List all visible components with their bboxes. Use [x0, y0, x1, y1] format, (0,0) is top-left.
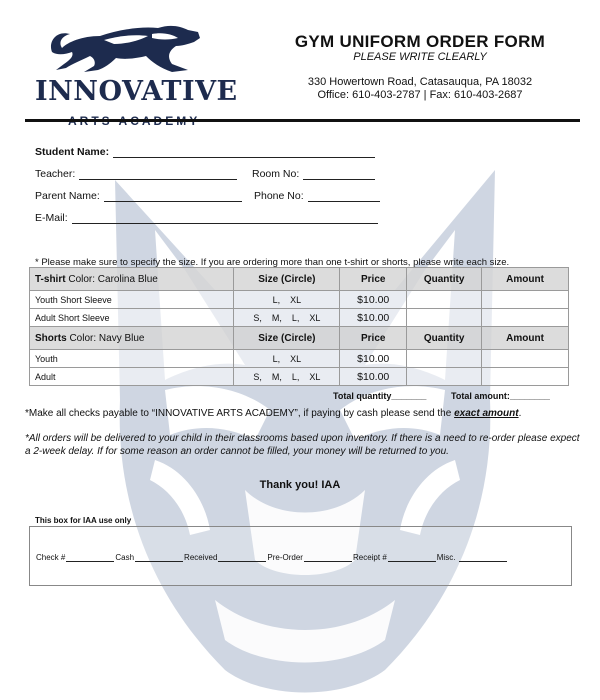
- form-title: GYM UNIFORM ORDER FORM: [294, 32, 546, 51]
- quantity-input-cell[interactable]: [407, 291, 482, 309]
- col-amount-header: Amount: [482, 268, 569, 291]
- tshirt-item-label: T-shirt: [35, 273, 66, 285]
- school-address-block: [255, 76, 585, 102]
- room-no-input[interactable]: [303, 168, 375, 180]
- exact-amount-emphasis: exact amount: [454, 408, 519, 419]
- size-options-cell[interactable]: [234, 309, 340, 327]
- size-option[interactable]: L,: [272, 353, 281, 364]
- size-option[interactable]: M,: [271, 371, 282, 382]
- payment-note: [25, 408, 585, 419]
- amount-input-cell[interactable]: [482, 309, 569, 327]
- tshirt-header-cell: [30, 268, 234, 291]
- item-name-cell: Adult Short Sleeve: [30, 309, 234, 327]
- order-table: [29, 267, 569, 386]
- parent-name-input[interactable]: [104, 190, 242, 202]
- col-quantity-header: Quantity: [407, 327, 482, 350]
- logo-name: INNOVATIVE: [35, 76, 238, 107]
- size-option[interactable]: M,: [271, 312, 282, 323]
- table-row: [30, 368, 569, 386]
- email-field[interactable]: [35, 212, 378, 224]
- shorts-header-cell: [30, 327, 234, 350]
- pre-order-input[interactable]: [304, 553, 352, 562]
- cash-input[interactable]: [135, 553, 183, 562]
- misc-label: Misc.: [436, 553, 456, 562]
- receipt-number-input[interactable]: [388, 553, 436, 562]
- email-input[interactable]: [72, 212, 378, 224]
- amount-input-cell[interactable]: [482, 368, 569, 386]
- size-option[interactable]: S,: [253, 312, 262, 323]
- tshirt-header-row: [30, 268, 569, 291]
- table-row: [30, 309, 569, 327]
- size-option[interactable]: XL: [290, 294, 302, 305]
- size-instruction-note: * Please make sure to specify the size. If you are ordering more than one t-shirt or shorts, please write each size.: [35, 257, 510, 268]
- student-name-input[interactable]: [113, 146, 375, 158]
- shorts-color-label: Color: Navy Blue: [69, 332, 145, 344]
- price-cell: $10.00: [340, 368, 407, 386]
- size-option[interactable]: XL: [309, 312, 321, 323]
- price-cell: $10.00: [340, 309, 407, 327]
- col-price-header: Price: [340, 327, 407, 350]
- amount-input-cell[interactable]: [482, 350, 569, 368]
- phone-no-input[interactable]: [308, 190, 380, 202]
- school-address: 330 Howertown Road, Catasauqua, PA 18032: [307, 76, 533, 88]
- col-size-header: Size (Circle): [234, 268, 340, 291]
- amount-input-cell[interactable]: [482, 291, 569, 309]
- payment-note-end: .: [518, 408, 522, 419]
- check-number-input[interactable]: [66, 553, 114, 562]
- shorts-header-row: [30, 327, 569, 350]
- office-use-box: [29, 526, 572, 586]
- size-option[interactable]: XL: [309, 371, 321, 382]
- office-use-fields: [36, 553, 508, 562]
- table-row: [30, 350, 569, 368]
- teacher-field[interactable]: [35, 168, 237, 180]
- quantity-input-cell[interactable]: [407, 368, 482, 386]
- col-size-header: Size (Circle): [234, 327, 340, 350]
- size-options-cell[interactable]: [234, 350, 340, 368]
- office-use-label: This box for IAA use only: [35, 516, 132, 525]
- col-quantity-header: Quantity: [407, 268, 482, 291]
- size-option[interactable]: L,: [272, 294, 281, 305]
- teacher-label: Teacher:: [35, 168, 76, 180]
- parent-name-label: Parent Name:: [35, 190, 100, 202]
- size-option[interactable]: S,: [253, 371, 262, 382]
- price-cell: $10.00: [340, 350, 407, 368]
- item-name-cell: Youth Short Sleeve: [30, 291, 234, 309]
- room-no-label: Room No:: [252, 168, 300, 180]
- total-quantity-field[interactable]: Total quantity_______: [333, 391, 427, 401]
- school-logo: [30, 18, 238, 118]
- form-subtitle: PLEASE WRITE CLEARLY: [353, 51, 487, 63]
- school-contact: Office: 610-403-2787 | Fax: 610-403-2687: [317, 89, 523, 101]
- item-name-cell: Adult: [30, 368, 234, 386]
- payment-note-text: *Make all checks payable to “INNOVATIVE ARTS ACADEMY”, if paying by cash please send the: [25, 408, 455, 419]
- header-divider: [25, 119, 580, 122]
- price-cell: $10.00: [340, 291, 407, 309]
- received-input[interactable]: [218, 553, 266, 562]
- receipt-number-label: Receipt #: [352, 553, 387, 562]
- size-options-cell[interactable]: [234, 368, 340, 386]
- col-price-header: Price: [340, 268, 407, 291]
- room-no-field[interactable]: [252, 168, 375, 180]
- quantity-input-cell[interactable]: [407, 350, 482, 368]
- misc-input[interactable]: [459, 553, 507, 562]
- teacher-input[interactable]: [79, 168, 237, 180]
- student-name-field[interactable]: [35, 146, 375, 158]
- table-row: [30, 291, 569, 309]
- email-label: E-Mail:: [35, 212, 68, 224]
- check-number-label: Check #: [36, 553, 66, 562]
- cash-label: Cash: [115, 553, 135, 562]
- pre-order-label: Pre-Order: [267, 553, 303, 562]
- size-option[interactable]: L,: [291, 371, 300, 382]
- size-option[interactable]: XL: [290, 353, 302, 364]
- quantity-input-cell[interactable]: [407, 309, 482, 327]
- shorts-item-label: Shorts: [35, 332, 67, 344]
- size-options-cell[interactable]: [234, 291, 340, 309]
- tshirt-color-label: Color: Carolina Blue: [68, 273, 158, 285]
- col-amount-header: Amount: [482, 327, 569, 350]
- item-name-cell: Youth: [30, 350, 234, 368]
- thank-you-text: Thank you! IAA: [259, 479, 341, 491]
- total-amount-field[interactable]: Total amount:________: [451, 391, 550, 401]
- cougar-logo-icon: [48, 22, 208, 74]
- phone-no-label: Phone No:: [254, 190, 304, 202]
- size-option[interactable]: L,: [291, 312, 300, 323]
- delivery-note: *All orders will be delivered to your child in their classrooms based upon inventory. If there is a need to re-order please expect a 2-week delay. If for some reason an order cannot be filled, your money will be returned to you.: [25, 433, 580, 457]
- student-name-label: Student Name:: [35, 146, 110, 158]
- phone-no-field[interactable]: [254, 190, 380, 202]
- received-label: Received: [184, 553, 218, 562]
- parent-name-field[interactable]: [35, 190, 242, 202]
